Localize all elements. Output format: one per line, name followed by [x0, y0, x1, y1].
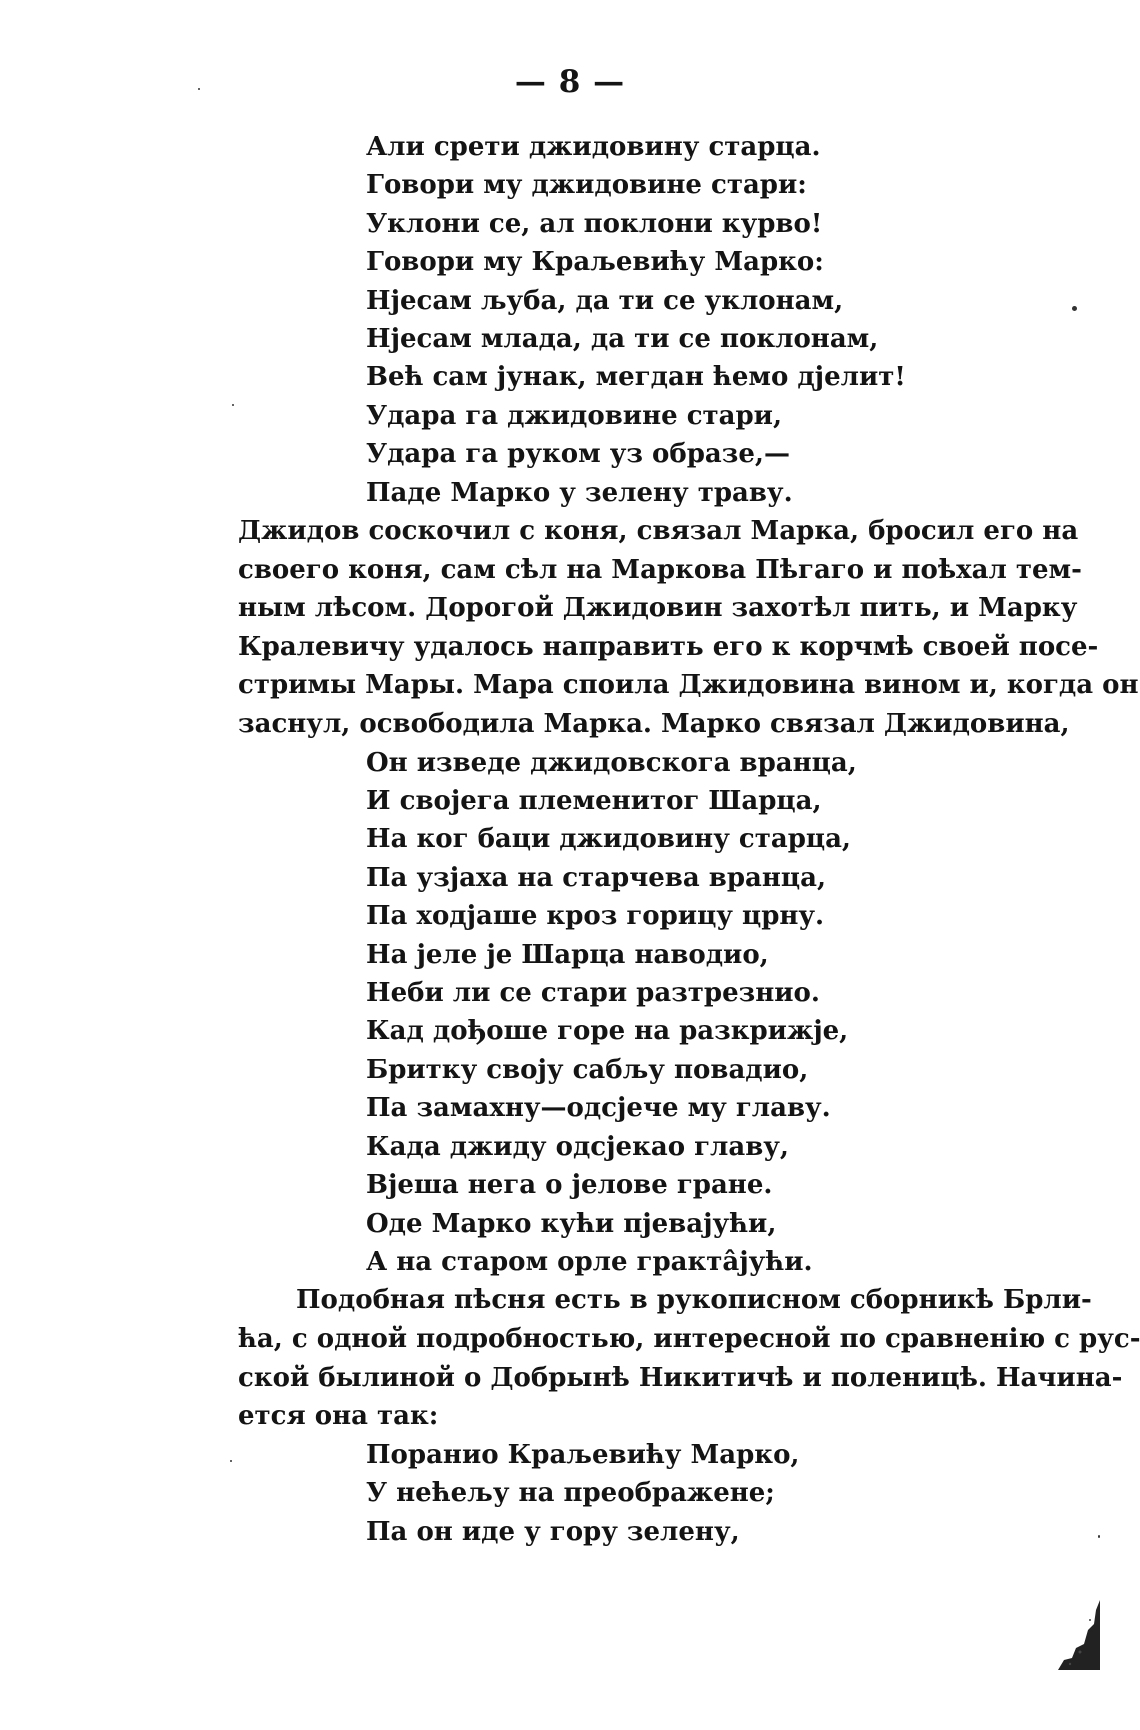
prose-line: Кралевичу удалось направить его к корчмѣ своей посе-	[238, 631, 1099, 662]
verse-line: На јеле је Шарца наводио,	[366, 939, 769, 970]
verse-line: Кад дођоше горе на разкрижје,	[366, 1016, 849, 1047]
prose-line: Подобная пѣсня есть в рукописном сборникѣ Брли-	[296, 1285, 1092, 1316]
verse-line: Нјесам млада, да ти се поклонам,	[366, 324, 879, 355]
scan-edge-shadow	[1050, 1600, 1100, 1670]
verse-line: Оде Марко кући пјевајући,	[366, 1208, 777, 1239]
verse-line: Удара га джидовине стари,	[366, 400, 782, 431]
prose-line: ћа, с одной подробностью, интересной по сравненію с рус-	[238, 1323, 1140, 1354]
prose-line: ской былиной о Добрынѣ Никитичѣ и поленицѣ. Начина-	[238, 1362, 1123, 1393]
verse-line: Па узјаха на старчева вранца,	[366, 862, 827, 893]
scan-speck	[1098, 1535, 1100, 1538]
verse-block	[238, 128, 1028, 512]
verse-line: Али срети джидовину старца.	[366, 132, 821, 162]
verse-line: И својега племенитог Шарца,	[366, 786, 822, 817]
prose-paragraph	[238, 1281, 1140, 1435]
scan-speck	[198, 88, 200, 90]
verse-line: Поранио Краљевићу Марко,	[366, 1439, 800, 1470]
prose-line: заснул, освободила Марка. Марко связал Джидовина,	[238, 709, 1070, 740]
verse-line: Бритку своју сабљу повадио,	[366, 1054, 809, 1085]
prose-line: ным лѣсом. Дорогой Джидовин захотѣл пить, и Марку	[238, 593, 1078, 624]
verse-line: Па замахну—одсјече му главу.	[366, 1093, 831, 1124]
verse-line: Говори му Краљевићу Марко:	[366, 247, 824, 278]
verse-line: Паде Марко у зелену траву.	[366, 477, 793, 508]
prose-line: стримы Мары. Мара споила Джидовина вином и, когда он	[238, 670, 1139, 701]
verse-line: Уклони се, ал поклони курво!	[366, 208, 823, 239]
page-number: — 8 —	[514, 64, 626, 100]
verse-line: Када джиду одсјекао главу,	[366, 1131, 789, 1162]
verse-line: Вјеша нега о јелове гране.	[366, 1170, 773, 1201]
verse-line: Говори му джидовине стари:	[366, 170, 807, 201]
verse-line: А на старом орле гракта̂јући.	[366, 1246, 813, 1277]
verse-line: На ког баци джидовину старца,	[366, 824, 851, 855]
prose-line: своего коня, сам сѣл на Маркова Пѣгаго и поѣхал тем-	[238, 554, 1082, 585]
verse-line: Удара га руком уз образе,—	[366, 439, 790, 470]
prose-line: ется она так:	[238, 1401, 439, 1432]
page-body	[238, 128, 1140, 1551]
verse-line: Нјесам љуба, да ти се уклонам,	[366, 285, 844, 316]
verse-block	[238, 1436, 1028, 1551]
verse-line: Па ходјаше кроз горицу црну.	[366, 901, 825, 932]
verse-line: Он изведе джидовскога вранца,	[366, 747, 857, 778]
verse-block	[238, 744, 1028, 1282]
verse-line: Већ сам јунак, мегдан ћемо дјелит!	[366, 362, 906, 393]
prose-line: Джидов соскочил с коня, связал Марка, бросил его на	[238, 516, 1079, 547]
verse-line: У нећељу на преображене;	[366, 1478, 775, 1509]
verse-line: Неби ли се стари разтрезнио.	[366, 978, 820, 1009]
scan-speck	[232, 404, 234, 406]
verse-line: Па он иде у гору зелену,	[366, 1516, 740, 1547]
scan-speck	[1072, 306, 1077, 311]
prose-paragraph	[238, 512, 1139, 744]
scan-speck	[230, 1460, 232, 1462]
